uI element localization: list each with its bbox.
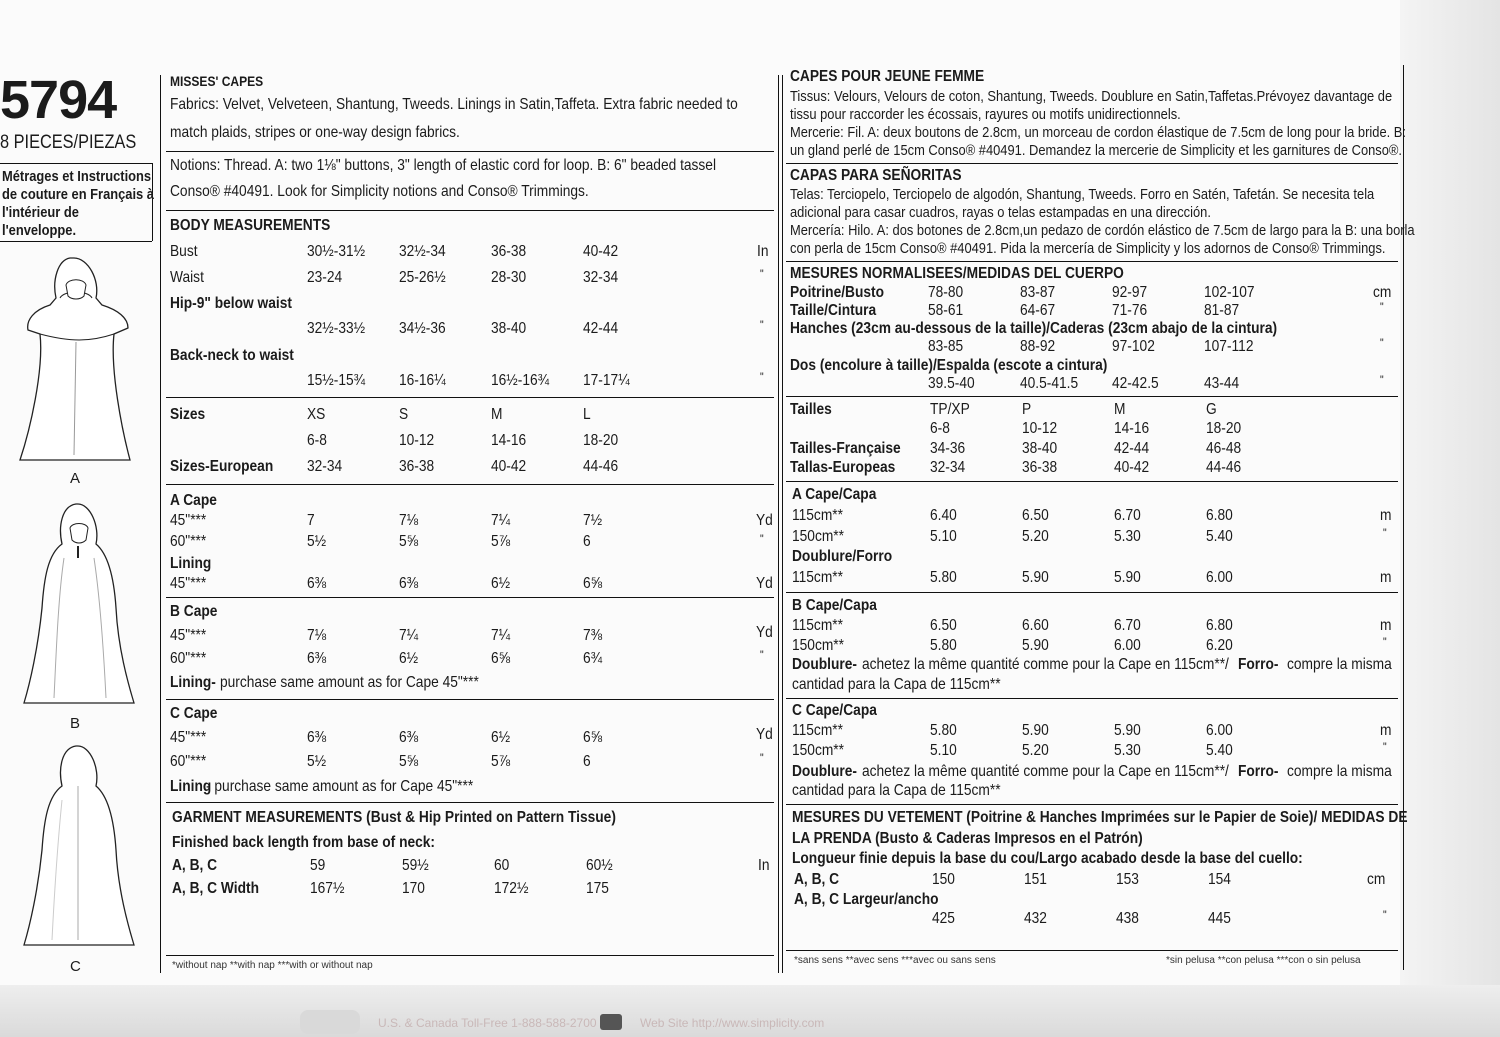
- cell: 5.30: [1114, 528, 1141, 545]
- cell: 6⅜: [307, 729, 327, 746]
- french-note-line: l'intérieur de: [2, 204, 79, 221]
- unit: ": [760, 532, 764, 546]
- cell: 175: [586, 880, 609, 897]
- es-merceria-line1: Mercería: Hilo. A: dos botones de 2.8cm,un pedazo de cordón elástico de 7.5cm de largo para la B: una borla: [790, 222, 1415, 239]
- cell: 43-44: [1204, 375, 1240, 392]
- unit: m: [1380, 617, 1392, 634]
- cell: 6½: [491, 729, 511, 746]
- cell: 32-34: [930, 459, 966, 476]
- cell: 432: [1024, 910, 1047, 927]
- cell: S: [399, 406, 409, 423]
- cell: 6⅝: [583, 575, 603, 592]
- cell: 153: [1116, 871, 1139, 888]
- fr-b-cape-title: B Cape/Capa: [792, 597, 877, 614]
- computer-icon: [600, 1014, 622, 1030]
- doublure-text: achetez la même quantité comme pour la Cape en 115cm**/: [862, 656, 1229, 673]
- forro-label: Forro-: [1238, 763, 1279, 780]
- forro-text: compre la misma: [1287, 656, 1392, 673]
- fr-hanches-label: Hanches (23cm au-dessous de la taille)/Caderas (23cm abajo de la cintura): [790, 320, 1278, 337]
- en-c-cape-title: C Cape: [170, 705, 218, 722]
- cell: 40.5-41.5: [1020, 375, 1079, 392]
- cell: 5.20: [1022, 742, 1049, 759]
- en-lining-title: Lining: [170, 555, 212, 572]
- lining-text: purchase same amount as for Cape 45"***: [220, 674, 479, 691]
- unit: ": [1383, 740, 1387, 754]
- cell: 28-30: [491, 269, 527, 286]
- cell: 42-42.5: [1112, 375, 1159, 392]
- cell: 445: [1208, 910, 1231, 927]
- cell: 83-87: [1020, 284, 1056, 301]
- cape-figure-c: [18, 740, 138, 955]
- es-title: CAPAS PARA SEÑORITAS: [790, 167, 962, 184]
- cell: 6.00: [1206, 722, 1233, 739]
- cell: 40-42: [491, 458, 527, 475]
- fr-doublure-title: Doublure/Forro: [792, 548, 893, 565]
- row-label: Taille/Cintura: [790, 302, 877, 319]
- cell: 154: [1208, 871, 1231, 888]
- cell: 60: [494, 857, 510, 874]
- cell: 32-34: [307, 458, 343, 475]
- unit: cm: [1373, 284, 1392, 301]
- cell: 15½-15¾: [307, 372, 366, 389]
- cell: 32-34: [583, 269, 619, 286]
- fr-mes-title: MESURES NORMALISEES/MEDIDAS DEL CUERPO: [790, 265, 1124, 282]
- cape-figure-a: [10, 250, 145, 470]
- unit: Yd: [756, 624, 773, 641]
- cell: 6⅜: [307, 650, 327, 667]
- cell: 5⅝: [399, 533, 419, 550]
- es-merceria-line2: con perla de 15cm Conso® #40491. Pida la mercería de Simplicity y los adornos de Conso® Trimmings.: [790, 240, 1386, 257]
- cell: 6: [583, 533, 591, 550]
- cell: 6.50: [930, 617, 957, 634]
- cell: 34½-36: [399, 320, 446, 337]
- cell: 59½: [402, 857, 429, 874]
- unit: ": [1383, 635, 1387, 649]
- row-label: A, B, C Width: [172, 880, 260, 897]
- cell: 107-112: [1204, 338, 1254, 355]
- cell: 64-67: [1020, 302, 1056, 319]
- cell: 6.80: [1206, 617, 1233, 634]
- en-back-label: Back-neck to waist: [170, 347, 294, 364]
- row-label: 115cm**: [792, 507, 843, 524]
- cell: 17-17¼: [583, 372, 630, 389]
- cell: 6.70: [1114, 617, 1141, 634]
- unit: m: [1380, 569, 1392, 586]
- es-footnote: *sin pelusa **con pelusa ***con o sin pelusa: [1166, 955, 1361, 966]
- cell: 5⅞: [491, 533, 511, 550]
- cell: XS: [307, 406, 326, 423]
- cell: 6.00: [1114, 637, 1141, 654]
- cell: 44-46: [1206, 459, 1242, 476]
- es-telas-line2: adicional para casar cuadros, rayas o telas estampadas en una dirección.: [790, 204, 1211, 221]
- row-label: 60"***: [170, 533, 207, 550]
- lining-label: Lining-: [170, 674, 216, 691]
- unit: ": [1383, 526, 1387, 540]
- piece-count: 8 PIECES/PIEZAS: [0, 132, 137, 153]
- fr-abcw-label: A, B, C Largeur/ancho: [794, 891, 939, 908]
- en-notions-line2: Conso® #40491. Look for Simplicity notions and Conso® Trimmings.: [170, 183, 589, 200]
- cell: 34-36: [930, 440, 966, 457]
- fr-title: CAPES POUR JEUNE FEMME: [790, 68, 985, 85]
- cell: 6.50: [1022, 507, 1049, 524]
- phone-text: U.S. & Canada Toll-Free 1-888-588-2700: [378, 1016, 597, 1030]
- row-label: Sizes-European: [170, 458, 274, 475]
- cell: 14-16: [1114, 420, 1150, 437]
- row-label: A, B, C: [172, 857, 218, 874]
- cell: 172½: [494, 880, 529, 897]
- cell: 36-38: [491, 243, 527, 260]
- right-edge-shadow: [1400, 0, 1500, 1037]
- cell: 5.20: [1022, 528, 1049, 545]
- row-label: Waist: [170, 269, 204, 286]
- cell: 71-76: [1112, 302, 1148, 319]
- row-label: 60"***: [170, 650, 207, 667]
- cell: 58-61: [928, 302, 964, 319]
- cell: 16-16¼: [399, 372, 446, 389]
- cell: 5½: [307, 753, 327, 770]
- forro-text-cont: cantidad para la Capa de 115cm**: [792, 782, 1001, 799]
- cell: 83-85: [928, 338, 964, 355]
- cell: 38-40: [491, 320, 527, 337]
- cell: 38-40: [1022, 440, 1058, 457]
- row-label: A, B, C: [794, 871, 840, 888]
- row-label: 45"***: [170, 575, 207, 592]
- cell: 5.30: [1114, 742, 1141, 759]
- cell: 10-12: [399, 432, 435, 449]
- row-label: 45"***: [170, 512, 207, 529]
- cell: 81-87: [1204, 302, 1240, 319]
- unit: Yd: [756, 726, 773, 743]
- unit: ": [1380, 300, 1384, 314]
- cell: 7¼: [491, 512, 511, 529]
- cell: 7½: [583, 512, 603, 529]
- cell: TP/XP: [930, 401, 970, 418]
- cell: 36-38: [399, 458, 435, 475]
- row-label: 150cm**: [792, 637, 845, 654]
- unit: ": [760, 648, 764, 662]
- en-title: MISSES' CAPES: [170, 73, 264, 89]
- cell: 78-80: [928, 284, 964, 301]
- es-telas-line1: Telas: Terciopelo, Terciopelo de algodón, Shantung, Tweeds. Forro en Satén, Tafetán. Se necesita tela: [790, 186, 1375, 203]
- cell: 6⅜: [399, 575, 419, 592]
- cell: 23-24: [307, 269, 343, 286]
- unit: cm: [1367, 871, 1386, 888]
- cell: 42-44: [583, 320, 619, 337]
- cell: 60½: [586, 857, 613, 874]
- cell: 5.80: [930, 637, 957, 654]
- cell: 6.60: [1022, 617, 1049, 634]
- en-footnote: *without nap **with nap ***with or without nap: [172, 960, 373, 971]
- cell: 7⅜: [583, 627, 603, 644]
- cell: 5.80: [930, 569, 957, 586]
- cell: 25-26½: [399, 269, 446, 286]
- row-label: Sizes: [170, 406, 206, 423]
- unit: m: [1380, 507, 1392, 524]
- cell: 44-46: [583, 458, 619, 475]
- en-fabrics-line1: Fabrics: Velvet, Velveteen, Shantung, Tweeds. Linings in Satin,Taffeta. Extra fabric needed to: [170, 96, 738, 113]
- french-note-line: Métrages et Instructions: [2, 168, 152, 185]
- row-label: Poitrine/Busto: [790, 284, 885, 301]
- cell: 6: [583, 753, 591, 770]
- row-label: 115cm**: [792, 569, 843, 586]
- cell: 5.90: [1114, 569, 1141, 586]
- fr-dos-label: Dos (encolure à taille)/Espalda (escote a cintura): [790, 357, 1108, 374]
- cell: L: [583, 406, 591, 423]
- en-garment-title: GARMENT MEASUREMENTS (Bust & Hip Printed on Pattern Tissue): [172, 809, 616, 826]
- forro-text-cont: cantidad para la Capa de 115cm**: [792, 676, 1001, 693]
- cell: M: [491, 406, 503, 423]
- en-hip-label: Hip-9" below waist: [170, 295, 292, 312]
- cell: 5.80: [930, 722, 957, 739]
- fr-longueur-label: Longueur finie depuis la base du cou/Largo acabado desde la base del cuello:: [792, 850, 1303, 867]
- french-note-line: de couture en Français à: [2, 186, 154, 203]
- cell: 6⅜: [307, 575, 327, 592]
- cell: 32½-34: [399, 243, 446, 260]
- unit: ": [760, 267, 764, 281]
- cell: P: [1022, 401, 1032, 418]
- fr-mercerie-line2: un gland perlé de 15cm Conso® #40491. Demandez la mercerie de Simplicity et les garnitures de Conso®.: [790, 142, 1403, 159]
- cell: 151: [1024, 871, 1047, 888]
- cell: 6.80: [1206, 507, 1233, 524]
- cape-figure-b: [18, 498, 138, 713]
- cell: 18-20: [583, 432, 619, 449]
- cell: 5½: [307, 533, 327, 550]
- unit: m: [1380, 722, 1392, 739]
- fr-vet-title-line2: LA PRENDA (Busto & Caderas Impresos en el Patrón): [792, 830, 1143, 847]
- row-label: Tailles: [790, 401, 832, 418]
- lining-label: Lining: [170, 778, 212, 795]
- row-label: 150cm**: [792, 742, 845, 759]
- cell: 5.90: [1114, 722, 1141, 739]
- cell: 97-102: [1112, 338, 1155, 355]
- cell: 6.70: [1114, 507, 1141, 524]
- cell: 5.90: [1022, 637, 1049, 654]
- cell: 167½: [310, 880, 345, 897]
- cell: 6.40: [930, 507, 957, 524]
- unit: ": [760, 370, 764, 384]
- fr-footnote: *sans sens **avec sens ***avec ou sans sens: [794, 955, 996, 966]
- cell: 7¼: [399, 627, 419, 644]
- row-label: Tailles-Française: [790, 440, 901, 457]
- cell: 150: [932, 871, 955, 888]
- cell: 6½: [491, 575, 511, 592]
- cell: 36-38: [1022, 459, 1058, 476]
- cell: 6⅝: [583, 729, 603, 746]
- phone-icon: [300, 1010, 360, 1034]
- web-text: Web Site http://www.simplicity.com: [640, 1016, 825, 1030]
- en-finished-label: Finished back length from base of neck:: [172, 834, 436, 851]
- row-label: 60"***: [170, 753, 207, 770]
- doublure-text: achetez la même quantité comme pour la Cape en 115cm**/: [862, 763, 1229, 780]
- cell: 5.90: [1022, 569, 1049, 586]
- cell: 6-8: [930, 420, 950, 437]
- cell: 40-42: [1114, 459, 1150, 476]
- cell: 6½: [399, 650, 419, 667]
- french-note-line: l'enveloppe.: [2, 222, 77, 239]
- footer-phone: [300, 1010, 597, 1034]
- forro-label: Forro-: [1238, 656, 1279, 673]
- cell: 7⅛: [307, 627, 327, 644]
- figure-label-a: A: [70, 470, 81, 487]
- cell: 7⅛: [399, 512, 419, 529]
- cell: 6⅜: [399, 729, 419, 746]
- cell: 6-8: [307, 432, 327, 449]
- cell: 59: [310, 857, 326, 874]
- en-notions-line1: Notions: Thread. A: two 1⅛" buttons, 3" length of elastic cord for loop. B: 6" beaded tassel: [170, 157, 717, 174]
- cell: 102-107: [1204, 284, 1255, 301]
- fr-a-cape-title: A Cape/Capa: [792, 486, 877, 503]
- unit: Yd: [756, 575, 773, 592]
- figure-label-b: B: [70, 715, 81, 732]
- cell: 40-42: [583, 243, 619, 260]
- row-label: 150cm**: [792, 528, 845, 545]
- cell: 5.10: [930, 528, 957, 545]
- cell: 16½-16¾: [491, 372, 550, 389]
- cell: 5⅞: [491, 753, 511, 770]
- footer-web: [600, 1010, 900, 1034]
- unit: In: [757, 243, 769, 260]
- row-label: 45"***: [170, 729, 207, 746]
- cell: M: [1114, 401, 1126, 418]
- figure-label-c: C: [70, 958, 81, 975]
- cell: 6.00: [1206, 569, 1233, 586]
- en-fabrics-line2: match plaids, stripes or one-way design fabrics.: [170, 124, 460, 141]
- fr-vet-title-line1: MESURES DU VETEMENT (Poitrine & Hanches Imprimées sur le Papier de Soie)/ MEDIDAS DE: [792, 809, 1408, 826]
- row-label: 115cm**: [792, 617, 843, 634]
- row-label: 45"***: [170, 627, 207, 644]
- unit: ": [1380, 373, 1384, 387]
- fr-mercerie-line1: Mercerie: Fil. A: deux boutons de 2.8cm, un morceau de cordon élastique de 7.5cm de long pour la bride. B:: [790, 124, 1406, 141]
- unit: ": [760, 751, 764, 765]
- cell: 5.40: [1206, 528, 1233, 545]
- doublure-label: Doublure-: [792, 656, 857, 673]
- cell: 46-48: [1206, 440, 1242, 457]
- en-b-cape-title: B Cape: [170, 603, 218, 620]
- cell: G: [1206, 401, 1217, 418]
- cell: 39.5-40: [928, 375, 975, 392]
- cell: 32½-33½: [307, 320, 366, 337]
- cell: 18-20: [1206, 420, 1242, 437]
- cell: 6⅝: [491, 650, 511, 667]
- doublure-label: Doublure-: [792, 763, 857, 780]
- cell: 7¼: [491, 627, 511, 644]
- en-a-cape-title: A Cape: [170, 492, 217, 509]
- unit: ": [1380, 336, 1384, 350]
- unit: ": [1383, 908, 1387, 922]
- fr-c-cape-title: C Cape/Capa: [792, 702, 877, 719]
- fr-tissus-line1: Tissus: Velours, Velours de coton, Shantung, Tweeds. Doublure en Satin,Taffetas.Prévoyez davantage de: [790, 88, 1393, 105]
- unit: ": [760, 318, 764, 332]
- fr-tissus-line2: tissu pour raccorder les écossais, rayures ou motifs unidirectionnels.: [790, 106, 1181, 123]
- pattern-number: 5794: [0, 70, 117, 130]
- cell: 438: [1116, 910, 1139, 927]
- cell: 88-92: [1020, 338, 1056, 355]
- cell: 10-12: [1022, 420, 1058, 437]
- unit: In: [758, 857, 770, 874]
- cell: 5.10: [930, 742, 957, 759]
- en-body-title: BODY MEASUREMENTS: [170, 217, 331, 234]
- cell: 6¾: [583, 650, 603, 667]
- lining-text: - purchase same amount as for Cape 45"***: [206, 778, 474, 795]
- cell: 92-97: [1112, 284, 1148, 301]
- forro-text: compre la misma: [1287, 763, 1392, 780]
- cell: 30½-31½: [307, 243, 366, 260]
- cell: 7: [307, 512, 315, 529]
- cell: 6.20: [1206, 637, 1233, 654]
- cell: 5⅝: [399, 753, 419, 770]
- cell: 5.40: [1206, 742, 1233, 759]
- cell: 170: [402, 880, 425, 897]
- row-label: Tallas-Europeas: [790, 459, 896, 476]
- row-label: 115cm**: [792, 722, 843, 739]
- cell: 42-44: [1114, 440, 1150, 457]
- cell: 14-16: [491, 432, 527, 449]
- row-label: Bust: [170, 243, 198, 260]
- cell: 425: [932, 910, 955, 927]
- cell: 5.90: [1022, 722, 1049, 739]
- unit: Yd: [756, 512, 773, 529]
